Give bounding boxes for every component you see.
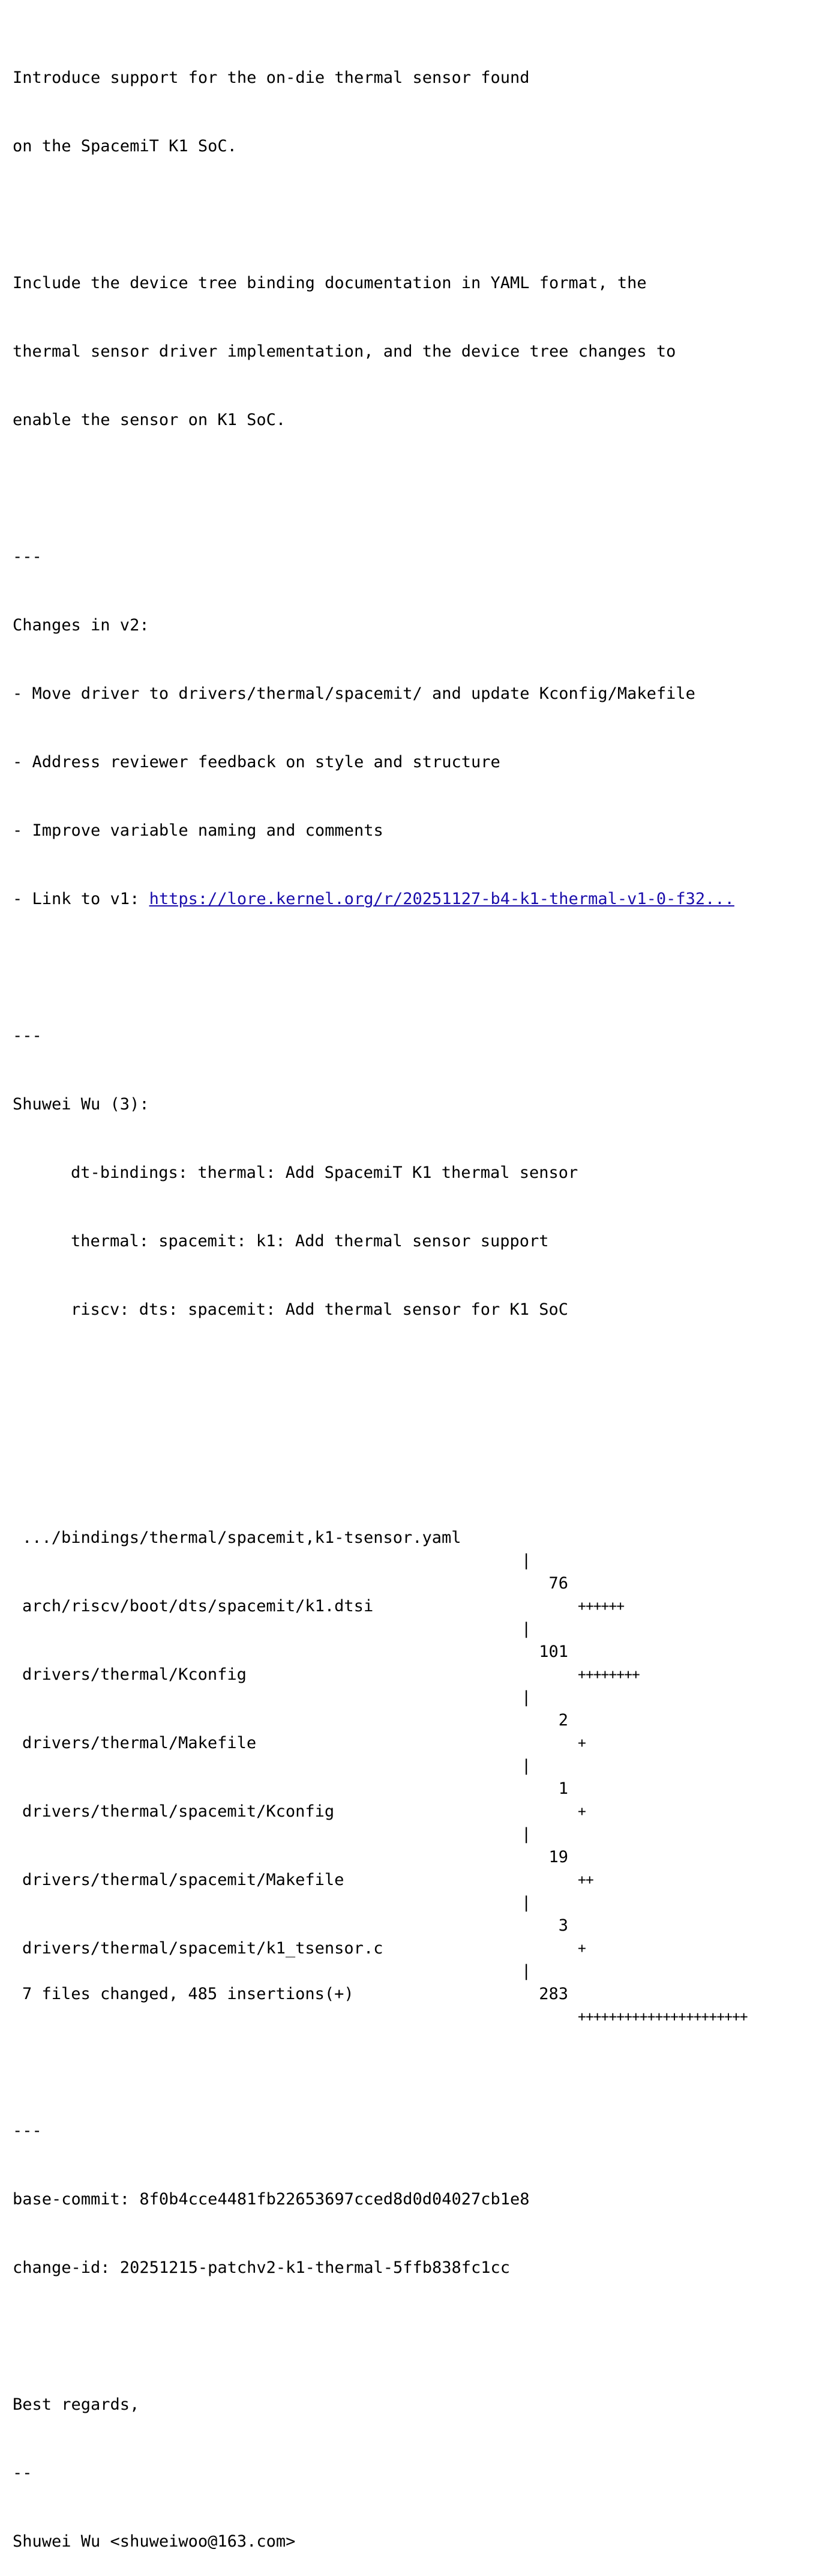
separator-2: --- <box>13 1027 42 1045</box>
diffstat-path: drivers/thermal/spacemit/k1_tsensor.c <box>22 1939 383 1958</box>
diffstat-path: drivers/thermal/Kconfig <box>22 1665 247 1684</box>
shortlog-commit: dt-bindings: thermal: Add SpacemiT K1 thermal sensor <box>71 1163 578 1182</box>
diffstat-pipe: | <box>521 1620 532 1638</box>
diffstat-count: 19 <box>548 1848 568 1866</box>
intro-line-1: Introduce support for the on-die thermal sensor found <box>13 68 530 87</box>
intro-line-2: on the SpacemiT K1 SoC. <box>13 137 237 155</box>
signature-separator: -- <box>13 2464 32 2482</box>
diffstat-count: 76 <box>548 1574 568 1593</box>
diffstat-pipe: | <box>521 1757 532 1775</box>
diffstat-count: 1 <box>558 1779 568 1798</box>
v1-link[interactable]: https://lore.kernel.org/r/20251127-b4-k1-thermal-v1-0-f32... <box>149 890 734 908</box>
shortlog-commit: riscv: dts: spacemit: Add thermal sensor for K1 SoC <box>71 1300 569 1319</box>
diffstat-path: arch/riscv/boot/dts/spacemit/k1.dtsi <box>22 1597 374 1615</box>
link-prefix: - Link to v1: <box>13 890 149 908</box>
separator-1: --- <box>13 547 42 566</box>
shortlog-author: Shuwei Wu (3): <box>13 1095 149 1114</box>
diffstat-summary: 7 files changed, 485 insertions(+) <box>22 1985 354 2003</box>
diffstat-path: drivers/thermal/spacemit/Makefile <box>22 1871 344 1889</box>
diffstat-path: .../bindings/thermal/spacemit,k1-tsensor.yaml <box>22 1528 461 1547</box>
diffstat-bar: ++ <box>578 1872 593 1888</box>
diffstat-pipe: | <box>521 1688 532 1707</box>
diffstat-path: drivers/thermal/Makefile <box>22 1734 257 1752</box>
diffstat-pipe: | <box>521 1825 532 1844</box>
signature-name: Shuwei Wu <shuweiwoo@163.com> <box>13 2532 296 2551</box>
separator-3: --- <box>13 2122 42 2140</box>
details-line-2: thermal sensor driver implementation, and the device tree changes to <box>13 342 676 361</box>
base-commit: base-commit: 8f0b4cce4481fb22653697cced8d0d04027cb1e8 <box>13 2190 530 2209</box>
email-body <box>13 21 748 2576</box>
changelog-link-line <box>13 888 734 911</box>
diffstat-bar: ++++++++++++++++++++++ <box>578 2009 748 2025</box>
change-id: change-id: 20251215-patchv2-k1-thermal-5ffb838fc1cc <box>13 2258 511 2277</box>
diffstat-pipe: | <box>521 1893 532 1912</box>
diffstat-pipe: | <box>521 1551 532 1570</box>
diffstat-bar: ++++++++ <box>578 1667 640 1683</box>
diffstat-count: 3 <box>558 1916 568 1935</box>
changelog-item: - Improve variable naming and comments <box>13 821 383 840</box>
diffstat-bar: + <box>578 1736 586 1751</box>
diffstat <box>13 1458 748 2051</box>
diffstat-count: 101 <box>539 1642 568 1661</box>
diffstat-bar: ++++++ <box>578 1599 625 1614</box>
shortlog-commit: thermal: spacemit: k1: Add thermal sensor support <box>71 1232 549 1250</box>
diffstat-count: 283 <box>539 1985 568 2003</box>
changelog-item: - Move driver to drivers/thermal/spacemit/ and update Kconfig/Makefile <box>13 684 695 703</box>
changelog-item: - Address reviewer feedback on style and structure <box>13 753 500 771</box>
changelog-heading: Changes in v2: <box>13 616 149 635</box>
diffstat-bar: + <box>578 1804 586 1820</box>
diffstat-pipe: | <box>521 1962 532 1980</box>
details-line-1: Include the device tree binding documentation in YAML format, the <box>13 274 647 292</box>
closing: Best regards, <box>13 2395 140 2414</box>
diffstat-bar: + <box>578 1941 586 1956</box>
diffstat-count: 2 <box>558 1711 568 1730</box>
diffstat-path: drivers/thermal/spacemit/Kconfig <box>22 1802 335 1821</box>
details-line-3: enable the sensor on K1 SoC. <box>13 411 286 429</box>
